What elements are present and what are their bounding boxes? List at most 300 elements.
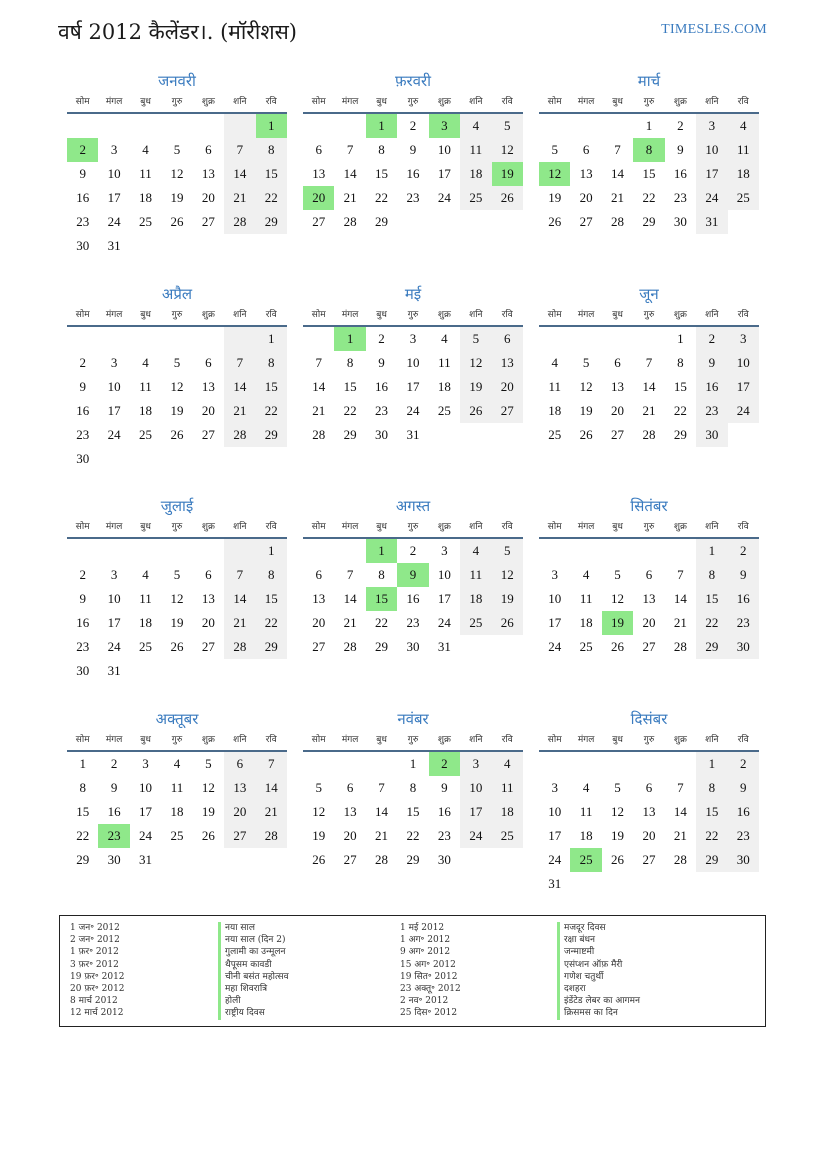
day-cell[interactable]: 20 <box>201 615 215 630</box>
day-cell[interactable]: 14 <box>673 804 687 819</box>
day-cell[interactable]: 5 <box>173 355 181 370</box>
day-cell[interactable]: 29 <box>696 848 727 872</box>
day-cell[interactable]: 8 <box>346 355 354 370</box>
day-cell[interactable]: 18 <box>728 162 759 186</box>
day-cell[interactable]: 4 <box>551 355 558 370</box>
day-cell[interactable]: 12 <box>611 804 625 819</box>
day-cell[interactable]: 1 <box>366 539 397 563</box>
day-cell[interactable]: 20 <box>224 800 255 824</box>
site-link[interactable]: TIMESLES.COM <box>661 22 767 37</box>
day-cell[interactable]: 9 <box>110 780 118 795</box>
day-cell[interactable]: 9 <box>677 142 684 157</box>
day-cell[interactable]: 5 <box>315 780 322 795</box>
day-cell[interactable]: 3 <box>551 567 558 582</box>
day-cell[interactable]: 31 <box>139 852 153 867</box>
day-cell[interactable]: 1 <box>256 539 287 563</box>
day-cell[interactable]: 25 <box>579 639 593 654</box>
day-cell[interactable]: 10 <box>696 138 727 162</box>
day-cell[interactable]: 17 <box>548 828 562 843</box>
day-cell[interactable]: 24 <box>548 639 562 654</box>
day-cell[interactable]: 2 <box>79 355 86 370</box>
day-cell[interactable]: 8 <box>409 780 417 795</box>
day-cell[interactable]: 13 <box>611 379 625 394</box>
day-cell[interactable]: 14 <box>224 375 255 399</box>
day-cell[interactable]: 6 <box>645 780 653 795</box>
day-cell[interactable]: 23 <box>673 190 687 205</box>
day-cell[interactable]: 7 <box>645 355 653 370</box>
day-cell[interactable]: 11 <box>492 776 523 800</box>
day-cell[interactable]: 6 <box>205 142 212 157</box>
day-cell[interactable]: 27 <box>642 852 656 867</box>
day-cell[interactable]: 18 <box>139 403 153 418</box>
day-cell[interactable]: 10 <box>107 379 121 394</box>
day-cell[interactable]: 3 <box>728 327 759 351</box>
day-cell[interactable]: 19 <box>170 615 184 630</box>
day-cell[interactable]: 19 <box>492 162 523 186</box>
day-cell[interactable]: 16 <box>375 379 389 394</box>
day-cell[interactable]: 11 <box>728 138 759 162</box>
day-cell[interactable]: 12 <box>579 379 593 394</box>
day-cell[interactable]: 16 <box>406 591 420 606</box>
day-cell[interactable]: 4 <box>142 567 149 582</box>
day-cell[interactable]: 5 <box>492 114 523 138</box>
day-cell[interactable]: 3 <box>110 355 118 370</box>
day-cell[interactable]: 18 <box>579 615 593 630</box>
day-cell[interactable]: 14 <box>642 379 656 394</box>
day-cell[interactable]: 26 <box>170 427 184 442</box>
day-cell[interactable]: 5 <box>173 142 181 157</box>
day-cell[interactable]: 15 <box>696 800 727 824</box>
day-cell[interactable]: 11 <box>579 591 593 606</box>
day-cell[interactable]: 23 <box>728 611 759 635</box>
day-cell[interactable]: 12 <box>492 563 523 587</box>
day-cell[interactable]: 22 <box>256 611 287 635</box>
day-cell[interactable]: 22 <box>343 403 357 418</box>
day-cell[interactable]: 16 <box>696 375 727 399</box>
day-cell[interactable]: 24 <box>460 824 491 848</box>
day-cell[interactable]: 20 <box>201 190 215 205</box>
day-cell[interactable]: 10 <box>107 591 121 606</box>
day-cell[interactable]: 7 <box>677 780 684 795</box>
day-cell[interactable]: 4 <box>460 114 491 138</box>
day-cell[interactable]: 21 <box>375 828 389 843</box>
day-cell[interactable]: 12 <box>170 379 184 394</box>
day-cell[interactable]: 23 <box>76 214 90 229</box>
day-cell[interactable]: 20 <box>343 828 357 843</box>
day-cell[interactable]: 15 <box>673 379 687 394</box>
day-cell[interactable]: 7 <box>315 355 322 370</box>
day-cell[interactable]: 21 <box>224 611 255 635</box>
day-cell[interactable]: 12 <box>611 591 625 606</box>
day-cell[interactable]: 11 <box>460 138 491 162</box>
day-cell[interactable]: 26 <box>312 852 326 867</box>
day-cell[interactable]: 26 <box>170 214 184 229</box>
day-cell[interactable]: 21 <box>673 615 687 630</box>
day-cell[interactable]: 22 <box>696 824 727 848</box>
day-cell[interactable]: 6 <box>492 327 523 351</box>
day-cell[interactable]: 26 <box>611 639 625 654</box>
day-cell[interactable]: 1 <box>334 327 365 351</box>
day-cell[interactable]: 14 <box>673 591 687 606</box>
day-cell[interactable]: 19 <box>602 611 633 635</box>
day-cell[interactable]: 22 <box>673 403 687 418</box>
day-cell[interactable]: 28 <box>312 427 326 442</box>
day-cell[interactable]: 29 <box>256 635 287 659</box>
day-cell[interactable]: 25 <box>460 611 491 635</box>
day-cell[interactable]: 19 <box>460 375 491 399</box>
day-cell[interactable]: 12 <box>170 166 184 181</box>
day-cell[interactable]: 2 <box>79 567 86 582</box>
day-cell[interactable]: 30 <box>696 423 727 447</box>
day-cell[interactable]: 22 <box>76 828 90 843</box>
day-cell[interactable]: 1 <box>409 756 417 771</box>
day-cell[interactable]: 2 <box>110 756 118 771</box>
day-cell[interactable]: 2 <box>677 118 684 133</box>
day-cell[interactable]: 3 <box>696 114 727 138</box>
day-cell[interactable]: 16 <box>406 166 420 181</box>
day-cell[interactable]: 29 <box>642 214 656 229</box>
day-cell[interactable]: 1 <box>79 756 86 771</box>
day-cell[interactable]: 19 <box>312 828 326 843</box>
day-cell[interactable]: 16 <box>76 615 90 630</box>
day-cell[interactable]: 8 <box>256 138 287 162</box>
day-cell[interactable]: 12 <box>201 780 215 795</box>
day-cell[interactable]: 26 <box>170 639 184 654</box>
day-cell[interactable]: 30 <box>728 635 759 659</box>
day-cell[interactable]: 14 <box>224 162 255 186</box>
day-cell[interactable]: 22 <box>642 190 656 205</box>
day-cell[interactable]: 8 <box>633 138 664 162</box>
day-cell[interactable]: 17 <box>728 375 759 399</box>
day-cell[interactable]: 9 <box>728 563 759 587</box>
day-cell[interactable]: 5 <box>492 539 523 563</box>
day-cell[interactable]: 17 <box>107 403 121 418</box>
day-cell[interactable]: 19 <box>170 403 184 418</box>
day-cell[interactable]: 3 <box>429 114 460 138</box>
day-cell[interactable]: 19 <box>492 587 523 611</box>
day-cell[interactable]: 13 <box>642 591 656 606</box>
day-cell[interactable]: 16 <box>76 190 90 205</box>
day-cell[interactable]: 15 <box>696 587 727 611</box>
day-cell[interactable]: 13 <box>312 166 326 181</box>
day-cell[interactable]: 17 <box>107 615 121 630</box>
day-cell[interactable]: 8 <box>378 142 385 157</box>
day-cell[interactable]: 1 <box>256 327 287 351</box>
day-cell[interactable]: 28 <box>611 214 625 229</box>
day-cell[interactable]: 13 <box>343 804 357 819</box>
day-cell[interactable]: 29 <box>673 427 687 442</box>
day-cell[interactable]: 20 <box>642 615 656 630</box>
day-cell[interactable]: 6 <box>614 355 621 370</box>
day-cell[interactable]: 13 <box>224 776 255 800</box>
day-cell[interactable]: 21 <box>312 403 326 418</box>
day-cell[interactable]: 20 <box>312 615 326 630</box>
day-cell[interactable]: 17 <box>139 804 153 819</box>
day-cell[interactable]: 28 <box>673 852 687 867</box>
day-cell[interactable]: 5 <box>551 142 558 157</box>
day-cell[interactable]: 9 <box>79 166 86 181</box>
day-cell[interactable]: 7 <box>224 563 255 587</box>
day-cell[interactable]: 1 <box>677 331 684 346</box>
day-cell[interactable]: 15 <box>406 804 420 819</box>
day-cell[interactable]: 12 <box>492 138 523 162</box>
day-cell[interactable]: 25 <box>492 824 523 848</box>
day-cell[interactable]: 30 <box>406 639 420 654</box>
day-cell[interactable]: 8 <box>378 567 385 582</box>
day-cell[interactable]: 27 <box>224 824 255 848</box>
day-cell[interactable]: 23 <box>375 403 389 418</box>
day-cell[interactable]: 29 <box>76 852 90 867</box>
day-cell[interactable]: 11 <box>139 591 152 606</box>
day-cell[interactable]: 17 <box>548 615 562 630</box>
day-cell[interactable]: 20 <box>579 190 593 205</box>
day-cell[interactable]: 7 <box>614 142 621 157</box>
day-cell[interactable]: 10 <box>460 776 491 800</box>
day-cell[interactable]: 18 <box>460 162 491 186</box>
day-cell[interactable]: 13 <box>579 166 593 181</box>
day-cell[interactable]: 17 <box>437 166 451 181</box>
day-cell[interactable]: 6 <box>315 567 322 582</box>
day-cell[interactable]: 15 <box>76 804 90 819</box>
day-cell[interactable]: 9 <box>79 591 86 606</box>
day-cell[interactable]: 25 <box>437 403 451 418</box>
day-cell[interactable]: 10 <box>728 351 759 375</box>
day-cell[interactable]: 10 <box>437 567 451 582</box>
day-cell[interactable]: 20 <box>201 403 215 418</box>
day-cell[interactable]: 7 <box>346 567 354 582</box>
day-cell[interactable]: 4 <box>728 114 759 138</box>
day-cell[interactable]: 21 <box>256 800 287 824</box>
day-cell[interactable]: 21 <box>673 828 687 843</box>
day-cell[interactable]: 27 <box>579 214 593 229</box>
day-cell[interactable]: 23 <box>437 828 451 843</box>
day-cell[interactable]: 13 <box>642 804 656 819</box>
day-cell[interactable]: 9 <box>409 142 417 157</box>
day-cell[interactable]: 22 <box>406 828 420 843</box>
day-cell[interactable]: 6 <box>205 355 212 370</box>
day-cell[interactable]: 28 <box>256 824 287 848</box>
day-cell[interactable]: 4 <box>460 539 491 563</box>
day-cell[interactable]: 17 <box>460 800 491 824</box>
day-cell[interactable]: 16 <box>107 804 121 819</box>
day-cell[interactable]: 8 <box>256 351 287 375</box>
day-cell[interactable]: 22 <box>375 190 389 205</box>
day-cell[interactable]: 21 <box>343 190 357 205</box>
day-cell[interactable]: 8 <box>256 563 287 587</box>
day-cell[interactable]: 21 <box>224 186 255 210</box>
day-cell[interactable]: 24 <box>437 615 451 630</box>
day-cell[interactable]: 16 <box>76 403 90 418</box>
day-cell[interactable]: 10 <box>406 355 420 370</box>
day-cell[interactable]: 25 <box>460 186 491 210</box>
day-cell[interactable]: 1 <box>696 539 727 563</box>
day-cell[interactable]: 31 <box>437 639 451 654</box>
day-cell[interactable]: 19 <box>579 403 593 418</box>
day-cell[interactable]: 30 <box>437 852 451 867</box>
day-cell[interactable]: 28 <box>673 639 687 654</box>
day-cell[interactable]: 2 <box>67 138 98 162</box>
day-cell[interactable]: 11 <box>139 379 152 394</box>
day-cell[interactable]: 14 <box>256 776 287 800</box>
day-cell[interactable]: 22 <box>696 611 727 635</box>
day-cell[interactable]: 23 <box>696 399 727 423</box>
day-cell[interactable]: 5 <box>582 355 590 370</box>
day-cell[interactable]: 6 <box>205 567 212 582</box>
day-cell[interactable]: 17 <box>696 162 727 186</box>
day-cell[interactable]: 2 <box>378 331 385 346</box>
day-cell[interactable]: 23 <box>98 824 129 848</box>
day-cell[interactable]: 27 <box>343 852 357 867</box>
day-cell[interactable]: 13 <box>201 379 215 394</box>
day-cell[interactable]: 27 <box>492 399 523 423</box>
day-cell[interactable]: 12 <box>312 804 326 819</box>
day-cell[interactable]: 4 <box>173 756 181 771</box>
day-cell[interactable]: 30 <box>673 214 687 229</box>
day-cell[interactable]: 26 <box>201 828 215 843</box>
day-cell[interactable]: 6 <box>582 142 590 157</box>
day-cell[interactable]: 23 <box>728 824 759 848</box>
day-cell[interactable]: 21 <box>224 399 255 423</box>
day-cell[interactable]: 24 <box>139 828 153 843</box>
day-cell[interactable]: 2 <box>728 539 759 563</box>
day-cell[interactable]: 20 <box>611 403 625 418</box>
day-cell[interactable]: 14 <box>611 166 625 181</box>
day-cell[interactable]: 6 <box>346 780 354 795</box>
day-cell[interactable]: 14 <box>343 166 357 181</box>
day-cell[interactable]: 16 <box>728 800 759 824</box>
day-cell[interactable]: 24 <box>107 639 121 654</box>
day-cell[interactable]: 16 <box>728 587 759 611</box>
day-cell[interactable]: 23 <box>76 639 90 654</box>
day-cell[interactable]: 22 <box>375 615 389 630</box>
day-cell[interactable]: 13 <box>492 351 523 375</box>
day-cell[interactable]: 25 <box>139 639 153 654</box>
day-cell[interactable]: 13 <box>201 166 215 181</box>
day-cell[interactable]: 8 <box>696 563 727 587</box>
day-cell[interactable]: 18 <box>579 828 593 843</box>
day-cell[interactable]: 26 <box>460 399 491 423</box>
day-cell[interactable]: 1 <box>696 752 727 776</box>
day-cell[interactable]: 21 <box>642 403 656 418</box>
day-cell[interactable]: 27 <box>201 427 215 442</box>
day-cell[interactable]: 2 <box>409 543 417 558</box>
day-cell[interactable]: 30 <box>728 848 759 872</box>
day-cell[interactable]: 24 <box>696 186 727 210</box>
day-cell[interactable]: 11 <box>438 355 451 370</box>
day-cell[interactable]: 16 <box>437 804 451 819</box>
day-cell[interactable]: 25 <box>728 186 759 210</box>
day-cell[interactable]: 18 <box>460 587 491 611</box>
day-cell[interactable]: 5 <box>173 567 181 582</box>
day-cell[interactable]: 20 <box>492 375 523 399</box>
day-cell[interactable]: 24 <box>728 399 759 423</box>
day-cell[interactable]: 4 <box>142 355 149 370</box>
day-cell[interactable]: 26 <box>492 186 523 210</box>
day-cell[interactable]: 21 <box>343 615 357 630</box>
day-cell[interactable]: 20 <box>642 828 656 843</box>
day-cell[interactable]: 5 <box>460 327 491 351</box>
day-cell[interactable]: 7 <box>346 142 354 157</box>
day-cell[interactable]: 24 <box>107 214 121 229</box>
day-cell[interactable]: 28 <box>224 210 255 234</box>
day-cell[interactable]: 11 <box>139 166 152 181</box>
day-cell[interactable]: 27 <box>201 639 215 654</box>
day-cell[interactable]: 26 <box>611 852 625 867</box>
day-cell[interactable]: 10 <box>437 142 451 157</box>
day-cell[interactable]: 10 <box>107 166 121 181</box>
day-cell[interactable]: 9 <box>728 776 759 800</box>
day-cell[interactable]: 18 <box>492 800 523 824</box>
day-cell[interactable]: 3 <box>110 567 118 582</box>
day-cell[interactable]: 30 <box>76 663 90 678</box>
day-cell[interactable]: 31 <box>107 238 121 253</box>
day-cell[interactable]: 1 <box>256 114 287 138</box>
day-cell[interactable]: 23 <box>406 190 420 205</box>
day-cell[interactable]: 8 <box>677 355 684 370</box>
day-cell[interactable]: 28 <box>343 639 357 654</box>
day-cell[interactable]: 13 <box>201 591 215 606</box>
day-cell[interactable]: 26 <box>548 214 562 229</box>
day-cell[interactable]: 7 <box>224 351 255 375</box>
day-cell[interactable]: 5 <box>614 567 621 582</box>
day-cell[interactable]: 23 <box>406 615 420 630</box>
day-cell[interactable]: 4 <box>142 142 149 157</box>
day-cell[interactable]: 25 <box>170 828 184 843</box>
day-cell[interactable]: 28 <box>642 427 656 442</box>
day-cell[interactable]: 2 <box>409 118 417 133</box>
day-cell[interactable]: 21 <box>611 190 625 205</box>
day-cell[interactable]: 8 <box>696 776 727 800</box>
day-cell[interactable]: 9 <box>378 355 385 370</box>
day-cell[interactable]: 17 <box>406 379 420 394</box>
day-cell[interactable]: 26 <box>579 427 593 442</box>
day-cell[interactable]: 27 <box>611 427 625 442</box>
day-cell[interactable]: 22 <box>256 399 287 423</box>
day-cell[interactable]: 15 <box>366 587 397 611</box>
day-cell[interactable]: 19 <box>170 190 184 205</box>
day-cell[interactable]: 26 <box>492 611 523 635</box>
day-cell[interactable]: 18 <box>170 804 184 819</box>
day-cell[interactable]: 29 <box>256 210 287 234</box>
day-cell[interactable]: 1 <box>366 114 397 138</box>
day-cell[interactable]: 7 <box>224 138 255 162</box>
day-cell[interactable]: 9 <box>79 379 86 394</box>
day-cell[interactable]: 10 <box>139 780 153 795</box>
day-cell[interactable]: 24 <box>406 403 420 418</box>
day-cell[interactable]: 29 <box>256 423 287 447</box>
day-cell[interactable]: 31 <box>696 210 727 234</box>
day-cell[interactable]: 15 <box>256 587 287 611</box>
day-cell[interactable]: 6 <box>224 752 255 776</box>
day-cell[interactable]: 3 <box>142 756 149 771</box>
day-cell[interactable]: 14 <box>375 804 389 819</box>
day-cell[interactable]: 4 <box>441 331 448 346</box>
day-cell[interactable]: 9 <box>696 351 727 375</box>
day-cell[interactable]: 31 <box>107 663 121 678</box>
day-cell[interactable]: 19 <box>201 804 215 819</box>
day-cell[interactable]: 3 <box>460 752 491 776</box>
day-cell[interactable]: 8 <box>79 780 86 795</box>
day-cell[interactable]: 3 <box>441 543 448 558</box>
day-cell[interactable]: 18 <box>548 403 562 418</box>
day-cell[interactable]: 11 <box>579 804 593 819</box>
day-cell[interactable]: 27 <box>312 214 326 229</box>
day-cell[interactable]: 15 <box>375 166 389 181</box>
day-cell[interactable]: 17 <box>437 591 451 606</box>
day-cell[interactable]: 30 <box>76 238 90 253</box>
day-cell[interactable]: 31 <box>548 876 562 891</box>
day-cell[interactable]: 24 <box>437 190 451 205</box>
